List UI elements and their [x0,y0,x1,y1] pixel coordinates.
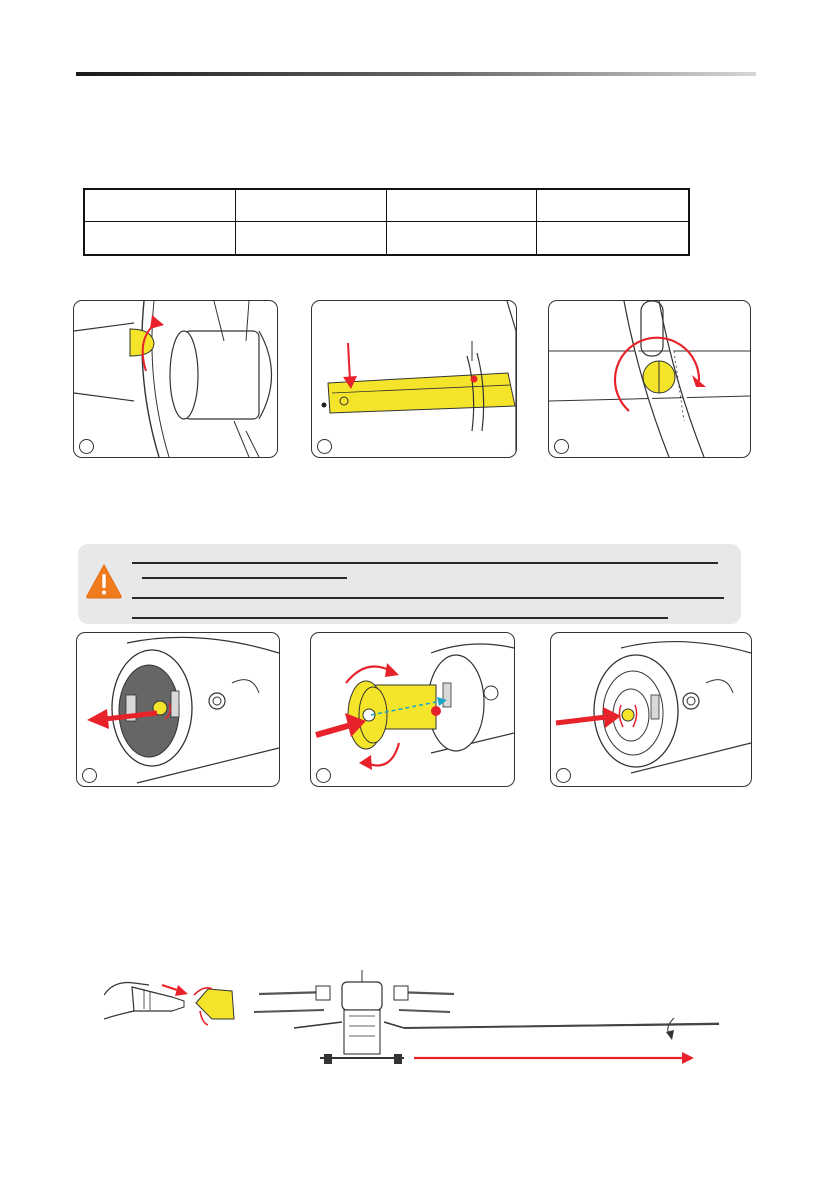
step-number [79,439,94,454]
yellow-nozzle [196,989,234,1019]
step-panel-insert-pin [550,632,752,787]
push-arrow [316,725,351,735]
table-cell [387,190,538,222]
yellow-pin [622,709,634,721]
warning-triangle-icon [84,562,124,600]
header-rule [76,72,756,76]
step-number [82,768,97,783]
insert-pin-illustration [551,633,751,786]
table-cell [236,190,387,222]
table-cell [85,190,236,222]
arm-knob-illustration [74,301,277,457]
step-number [556,768,571,783]
motor-cap-illustration [77,633,279,786]
table-cell [537,222,688,254]
nozzle-tip-illustration [104,975,244,1037]
table-cell [537,190,688,222]
spec-table [83,188,690,256]
table-cell [85,222,236,254]
probe-rod [404,1024,719,1028]
arm-tube-illustration [312,301,516,457]
warning-text-line [132,617,668,619]
slider-knob-illustration [549,301,750,457]
yellow-tube [328,373,515,413]
warning-text-line [132,597,724,599]
step-panel-motor-cap [76,632,280,787]
down-arrow [348,343,350,381]
step-panel-slider-knob [548,300,751,458]
rotate-arrow-top [346,667,391,683]
step-panel-arm-knob [73,300,278,458]
step-panel-arm-tube [311,300,517,458]
step-number [554,439,569,454]
yellow-spool-illustration [311,633,514,786]
warning-text-line [132,562,718,564]
table-cell [387,222,538,254]
warning-text-line [142,577,347,579]
drone-with-probe-illustration [254,966,724,1074]
table-cell [236,222,387,254]
step-number [316,768,331,783]
step-number [317,439,332,454]
warning-box [78,544,741,624]
step-panel-yellow-spool [310,632,515,787]
